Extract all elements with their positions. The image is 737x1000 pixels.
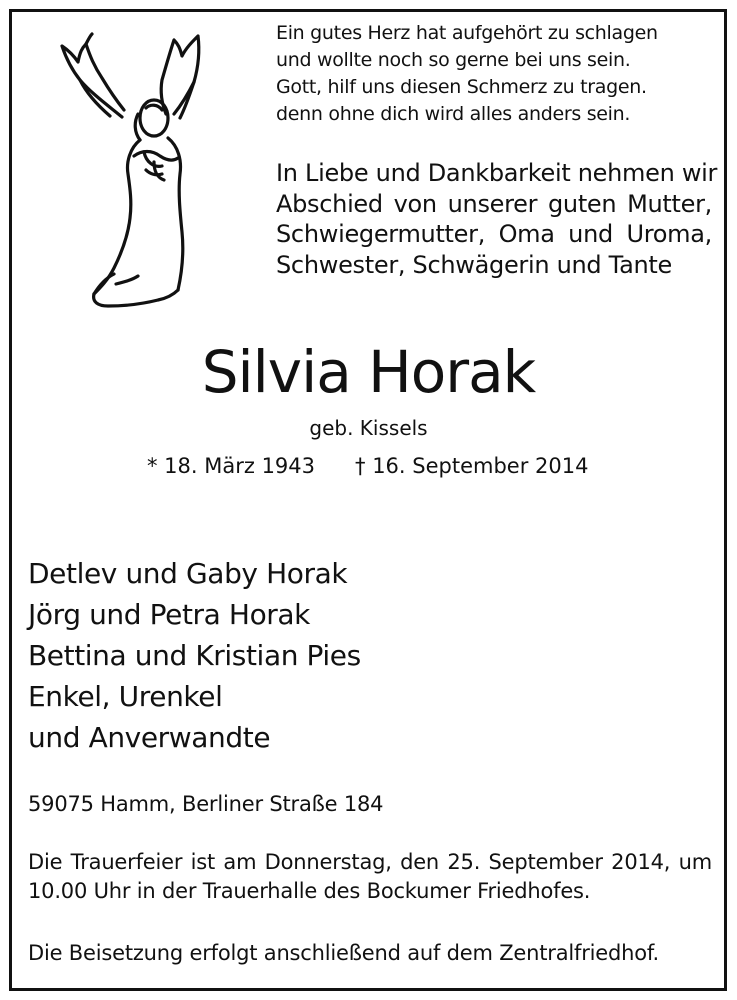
burial-info: Die Beisetzung erfolgt anschließend auf dem Zentralfriedhof. bbox=[28, 941, 660, 965]
farewell-line: In Liebe und Dankbarkeit nehmen wir bbox=[276, 159, 718, 187]
ceremony-line: Die Trauerfeier ist am Donnerstag, den 25. September 2014, um bbox=[28, 850, 712, 874]
poem-line: und wollte noch so gerne bei uns sein. bbox=[276, 49, 631, 71]
birth-name-text: geb. Kissels bbox=[309, 416, 428, 440]
poem bbox=[276, 20, 712, 128]
poem-line: denn ohne dich wird alles anders sein. bbox=[276, 103, 631, 125]
ceremony-line: 10.00 Uhr in der Trauerhalle des Bockumer Friedhofes. bbox=[28, 879, 591, 903]
mourner-line: Bettina und Kristian Pies bbox=[28, 639, 361, 672]
poem-line: Ein gutes Herz hat aufgehört zu schlagen bbox=[276, 22, 658, 44]
poem-line: Gott, hilf uns diesen Schmerz zu tragen. bbox=[276, 76, 647, 98]
mourner-line: und Anverwandte bbox=[28, 721, 271, 754]
farewell-text bbox=[276, 158, 718, 280]
deceased-name: Silvia Horak bbox=[201, 338, 536, 406]
farewell-line: Schwester, Schwägerin und Tante bbox=[276, 250, 672, 279]
birth-date: * 18. März 1943 bbox=[147, 454, 316, 478]
address: 59075 Hamm, Berliner Straße 184 bbox=[28, 792, 384, 816]
mourners-list bbox=[28, 553, 361, 758]
farewell-line: Schwiegermutter, Oma und Uroma, bbox=[276, 220, 712, 248]
farewell-line: Abschied von unserer guten Mutter, bbox=[276, 189, 712, 218]
angel-icon bbox=[50, 22, 210, 312]
life-dates bbox=[147, 450, 707, 482]
birth-name bbox=[0, 413, 737, 443]
ceremony-info bbox=[28, 848, 712, 906]
mourner-line: Enkel, Urenkel bbox=[28, 680, 223, 713]
mourner-line: Detlev und Gaby Horak bbox=[28, 557, 348, 590]
death-date: † 16. September 2014 bbox=[355, 454, 589, 478]
mourner-line: Jörg und Petra Horak bbox=[28, 598, 310, 631]
